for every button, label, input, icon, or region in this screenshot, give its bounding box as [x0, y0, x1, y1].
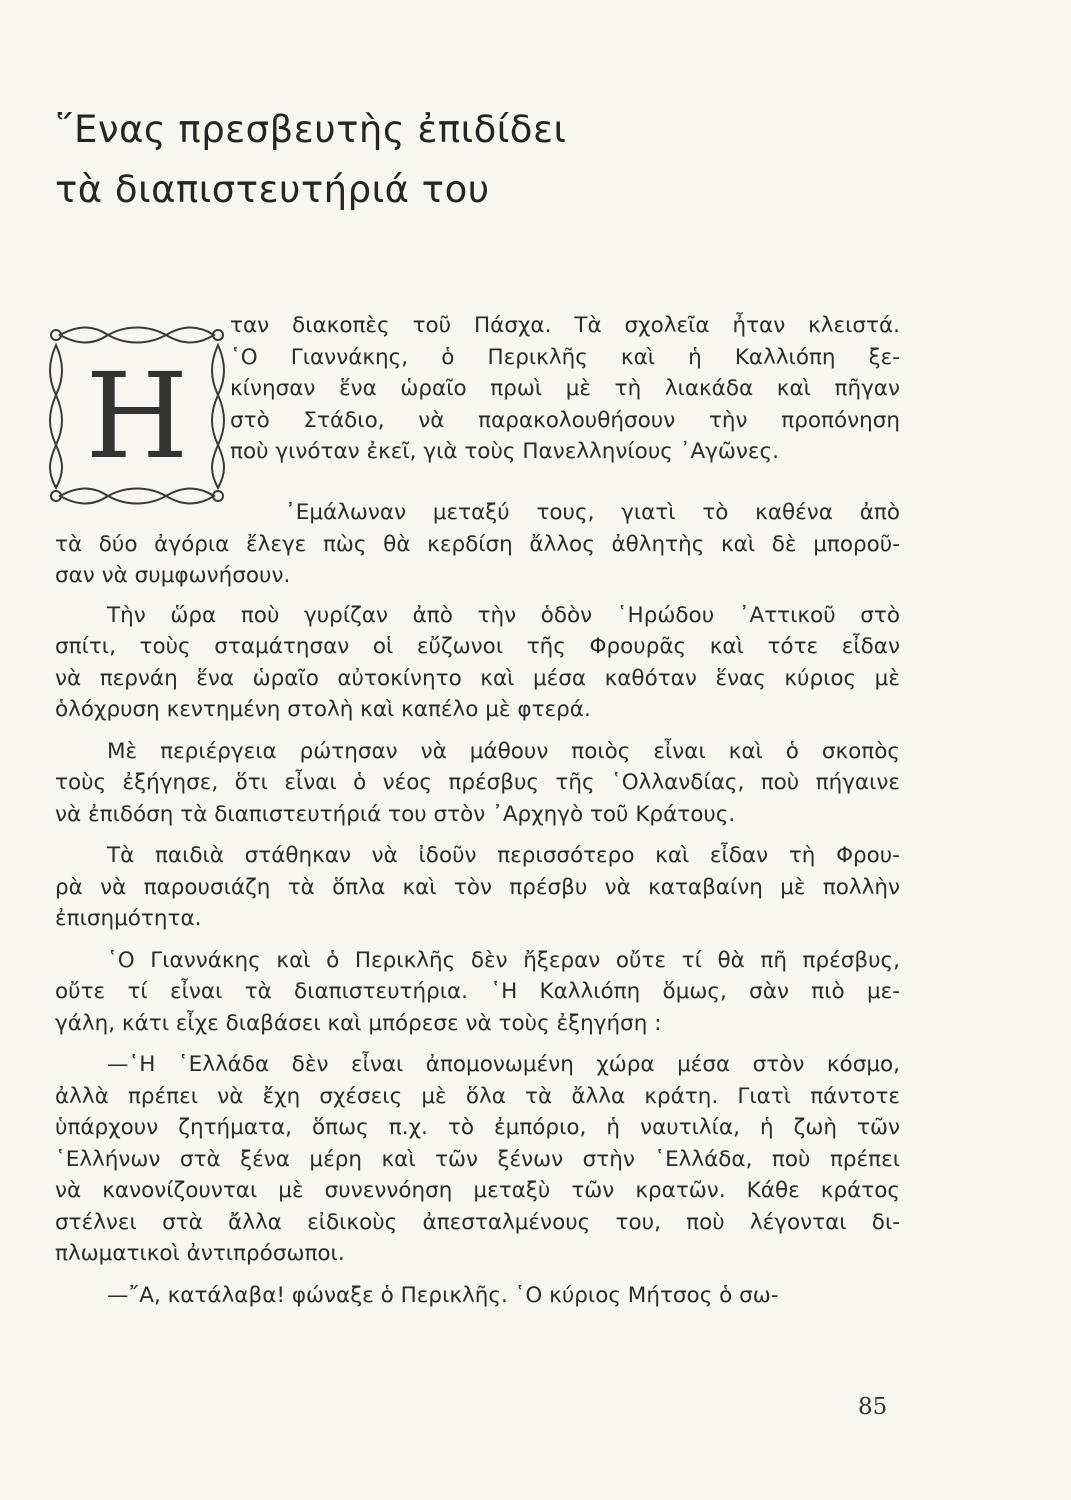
text-line: ρὰ νὰ παρουσιάζη τὰ ὅπλα καὶ τὸν πρέσβυ νὰ καταβαίνη μὲ πολλὴν [55, 874, 900, 900]
paragraph [55, 945, 900, 1040]
body-text [55, 497, 900, 1321]
paragraph [55, 736, 900, 831]
text-line: ῾Ο Γιαννάκης καὶ ὁ Περικλῆς δὲν ἤξεραν οὔτε τί θὰ πῆ πρέσβυς, [107, 947, 900, 973]
paragraph [55, 840, 900, 935]
text-line: Τὴν ὥρα ποὺ γυρίζαν ἀπὸ τὴν ὁδὸν ῾Ηρώδου ᾿Αττικοῦ στὸ [107, 602, 900, 628]
text-line: νὰ ἐπιδόση τὰ διαπιστευτήριά του στὸν ᾿Αρχηγὸ τοῦ Κράτους. [55, 801, 736, 827]
text-line: ᾿Εμάλωναν μεταξύ τους, γιατὶ τὸ καθένα ἀπὸ [285, 500, 900, 525]
paragraph [55, 1049, 900, 1270]
text-line: στὸ Στάδιο, νὰ παρακολουθήσουν τὴν προπόνηση [230, 407, 900, 433]
text-line: πλωματικοὶ ἀντιπρόσωποι. [55, 1241, 345, 1266]
text-line: Μὲ περιέργεια ρώτησαν νὰ μάθουν ποιὸς εἶναι καὶ ὁ σκοπὸς [107, 738, 900, 764]
paragraph [55, 497, 900, 592]
text-line: νὰ περνάη ἕνα ὡραῖο αὐτοκίνητο καὶ μέσα καθόταν ἕνας κύριος μὲ [55, 665, 900, 691]
text-line: γάλη, κάτι εἶχε διαβάσει καὶ μπόρεσε νὰ τοὺς ἐξηγήση : [55, 1010, 662, 1036]
text-line: κίνησαν ἕνα ὡραῖο πρωὶ μὲ τὴ λιακάδα καὶ πῆγαν [230, 376, 900, 401]
text-line: —῎Α, κατάλαβα! φώναξε ὁ Περικλῆς. ῾Ο κύριος Μήτσος ὁ σω- [107, 1282, 779, 1308]
opening-paragraph [55, 310, 900, 468]
text-line: ῾Ελλήνων στὰ ξένα μέρη καὶ τῶν ξένων στὴν ῾Ελλάδα, ποὺ πρέπει [55, 1146, 900, 1172]
text-line: ῾Ο Γιαννάκης, ὁ Περικλῆς καὶ ἡ Καλλιόπη ξε- [230, 344, 900, 370]
text-line: σαν νὰ συμφωνήσουν. [55, 563, 291, 588]
text-line: ταν διακοπὲς τοῦ Πάσχα. Τὰ σχολεῖα ἦταν κλειστά. [230, 313, 900, 338]
text-line: τὰ δύο ἀγόρια ἔλεγε πὼς θὰ κερδίση ἄλλος ἀθλητὴς καὶ δὲ μποροῦ- [55, 531, 900, 557]
text-line: —῾Η ῾Ελλάδα δὲν εἶναι ἀπομονωμένη χώρα μέσα στὸν κόσμο, [107, 1052, 900, 1077]
text-line: ὑπάρχουν ζητήματα, ὅπως π.χ. τὸ ἐμπόριο, ἡ ναυτιλία, ἡ ζωὴ τῶν [55, 1115, 900, 1140]
drop-cap-letter: H [85, 346, 189, 485]
chapter-title [55, 100, 615, 220]
text-line: νὰ κανονίζουνται μὲ συνεννόηση μεταξὺ τῶν κρατῶν. Κάθε κράτος [55, 1178, 900, 1203]
chapter-title-line-1: ῞Ενας πρεσβευτὴς ἐπιδίδει [55, 108, 567, 151]
paragraph [55, 1280, 900, 1312]
chapter-title-line-2: τὰ διαπιστευτήριά του [55, 168, 490, 211]
text-line: ἐπισημότητα. [55, 906, 202, 931]
text-line: Τὰ παιδιὰ στάθηκαν νὰ ἰδοῦν περισσότερο καὶ εἶδαν τὴ Φρου- [107, 843, 900, 868]
text-line: οὔτε τί εἶναι τὰ διαπιστευτήρια. ῾Η Καλλιόπη ὅμως, σὰν πιὸ με- [55, 979, 900, 1004]
text-line: ἀλλὰ πρέπει νὰ ἔχη σχέσεις μὲ ὅλα τὰ ἄλλα κράτη. Γιατὶ πάντοτε [55, 1083, 900, 1109]
text-line: τοὺς ἐξήγησε, ὅτι εἶναι ὁ νέος πρέσβυς τῆς ῾Ολλανδίας, ποὺ πήγαινε [55, 770, 900, 795]
text-line: σπίτι, τοὺς σταμάτησαν οἱ εὔζωνοι τῆς Φρουρᾶς καὶ τότε εἶδαν [55, 634, 900, 659]
paragraph [55, 600, 900, 726]
text-line: ποὺ γινόταν ἐκεῖ, γιὰ τοὺς Πανελληνίους ᾿Αγῶνες. [230, 439, 779, 464]
text-line: στέλνει στὰ ἄλλα εἰδικοὺς ἀπεσταλμένους του, ποὺ λέγονται δι- [55, 1209, 900, 1235]
page-number: 85 [858, 1394, 888, 1420]
text-line: ὁλόχρυση κεντημένη στολὴ καὶ καπέλο μὲ φτερά. [55, 697, 591, 722]
